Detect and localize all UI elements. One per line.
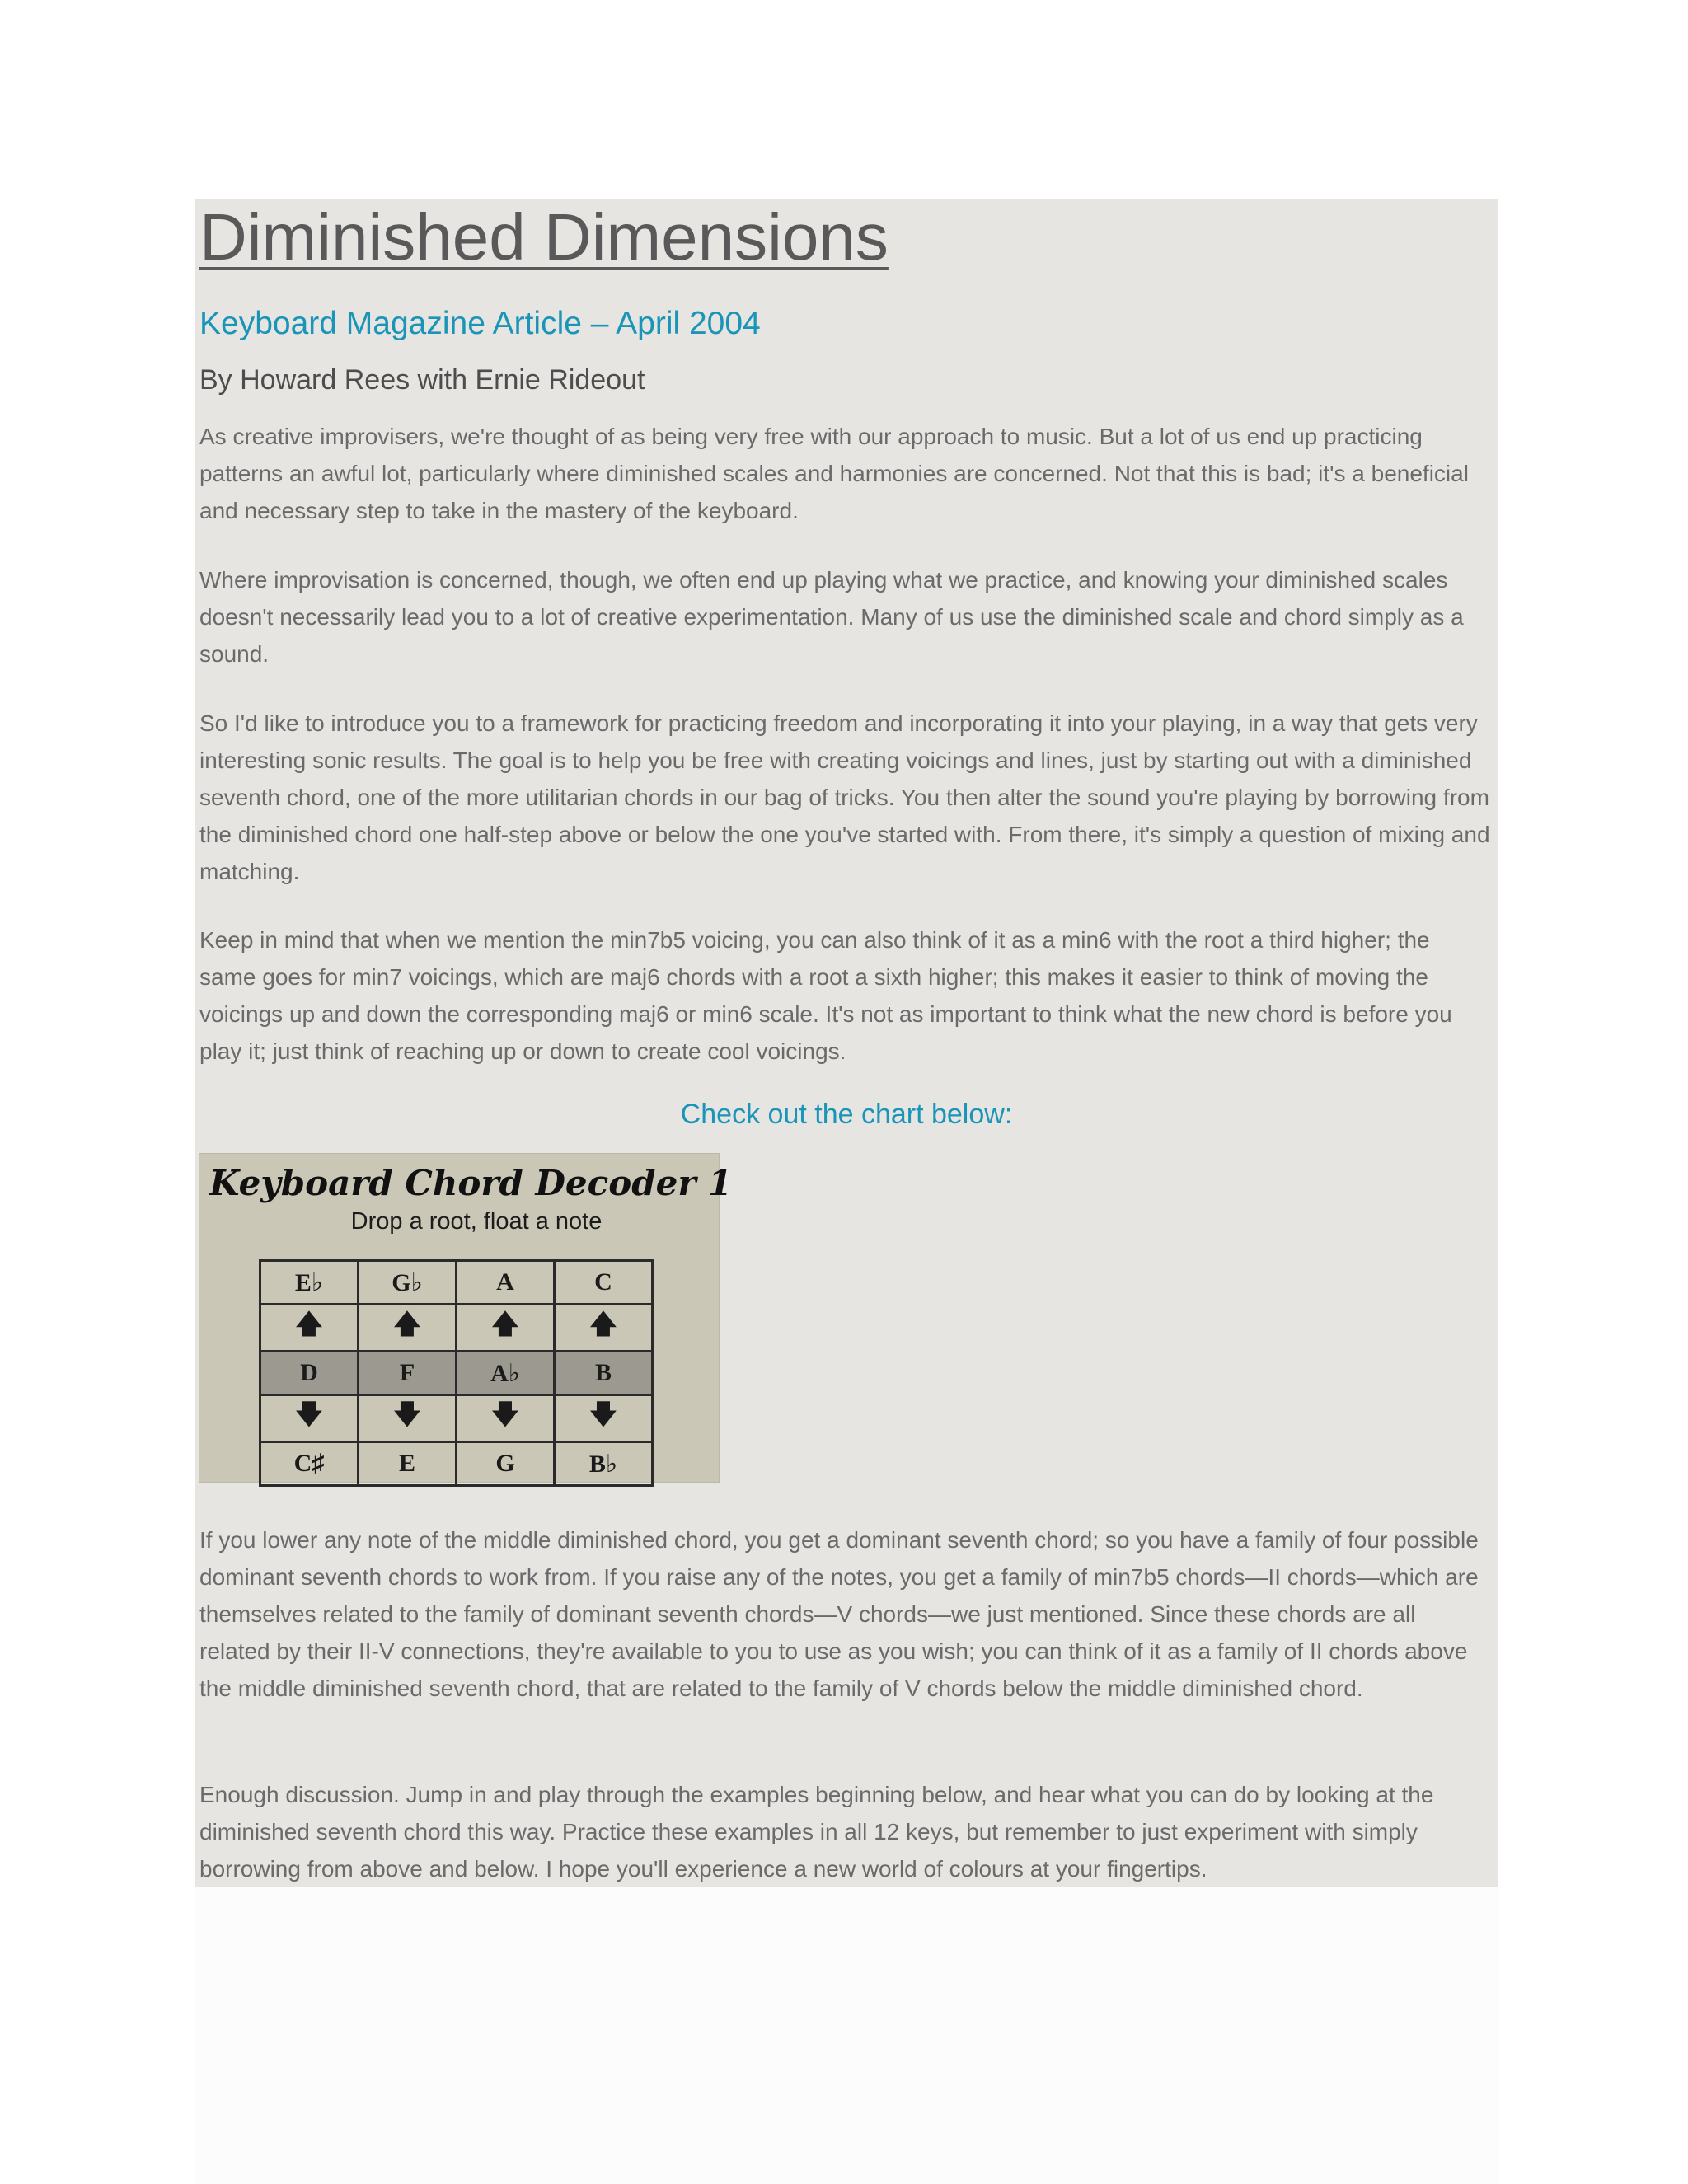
paragraph-5: If you lower any note of the middle diminished chord, you get a dominant seventh chord; so you have a family of four possible dominant seventh chords to work from. If you raise any of the notes, you get a family of min7b5 chords—II chords—which are themselves related to the family of dominant seventh chords—V chords—we just mentioned. Since these chords are all related by their II-V connections, they're available to you to use as you wish; you can think of it as a family of II chords above the middle diminished seventh chord, that are related to the family of V chords below the middle diminished chord.: [199, 1527, 1479, 1701]
down-arrow-icon: 🡇: [260, 1395, 359, 1442]
grid-cell: C: [555, 1261, 653, 1305]
grid-cell: E: [359, 1442, 457, 1486]
grid-row-upper: [260, 1261, 653, 1305]
up-arrow-icon: 🡅: [359, 1305, 457, 1352]
grid-row-down-arrows: [260, 1395, 653, 1442]
up-arrow-icon: 🡅: [555, 1305, 653, 1352]
grid-cell: G: [457, 1442, 555, 1486]
down-arrow-icon: 🡇: [555, 1395, 653, 1442]
grid-cell: B♭: [555, 1442, 653, 1486]
grid-cell: F: [359, 1352, 457, 1395]
chord-decoder-subtitle: Drop a root, float a note: [350, 1208, 603, 1235]
paragraph-1: As creative improvisers, we're thought of as being very free with our approach to music. But a lot of us end up practicing patterns an awful lot, particularly where diminished scales and harmonies are concerned. Not that this is bad; it's a beneficial and necessary step to take in the mastery of the keyboard.: [199, 424, 1469, 523]
grid-cell: B: [555, 1352, 653, 1395]
grid-cell: A♭: [457, 1352, 555, 1395]
grid-cell: G♭: [359, 1261, 457, 1305]
grid-row-middle: [260, 1352, 653, 1395]
grid-cell: D: [260, 1352, 359, 1395]
article-byline: By Howard Rees with Ernie Rideout: [199, 364, 645, 396]
paragraph-3: So I'd like to introduce you to a framework for practicing freedom and incorporating it into your playing, in a way that gets very interesting sonic results. The goal is to help you be free with creating voicings and lines, just by starting out with a diminished seventh chord, one of the more utilitarian chords in our bag of tricks. You then alter the sound you're playing by borrowing from the diminished chord one half-step above or below the one you've started with. From there, it's simply a question of mixing and matching.: [199, 710, 1490, 884]
article-title[interactable]: Diminished Dimensions: [199, 200, 889, 274]
article-subtitle: Keyboard Magazine Article – April 2004: [199, 306, 761, 341]
grid-cell: A: [457, 1261, 555, 1305]
up-arrow-icon: 🡅: [260, 1305, 359, 1352]
paragraph-2: Where improvisation is concerned, though, we often end up playing what we practice, and knowing your diminished scales doesn't necessarily lead you to a lot of creative experimentation. Many of us use the diminished scale and chord simply as a sound.: [199, 567, 1464, 667]
paragraph-4: Keep in mind that when we mention the min7b5 voicing, you can also think of it as a min6 with the root a third higher; the same goes for min7 voicings, which are maj6 chords with a root a sixth higher; this makes it easier to think of moving the voicings up and down the corresponding maj6 or min6 scale. It's not as important to think what the new chord is before you play it; just think of reaching up or down to create cool voicings.: [199, 927, 1452, 1064]
down-arrow-icon: 🡇: [359, 1395, 457, 1442]
chord-decoder-title: Keyboard Chord Decoder 1: [209, 1163, 733, 1203]
grid-row-lower: [260, 1442, 653, 1486]
page-background-lower: [195, 1887, 1498, 2184]
paragraph-6: Enough discussion. Jump in and play through the examples beginning below, and hear what you can do by looking at the diminished seventh chord this way. Practice these examples in all 12 keys, but remember to just experiment with simply borrowing from above and below. I hope you'll experience a new world of colours at your fingertips.: [199, 1782, 1434, 1882]
grid-cell: E♭: [260, 1261, 359, 1305]
chord-decoder-chart: [199, 1153, 733, 1483]
down-arrow-icon: 🡇: [457, 1395, 555, 1442]
chord-decoder-grid: [259, 1259, 654, 1487]
grid-cell: C♯: [260, 1442, 359, 1486]
chart-callout: Check out the chart below:: [680, 1099, 1013, 1130]
up-arrow-icon: 🡅: [457, 1305, 555, 1352]
grid-row-up-arrows: [260, 1305, 653, 1352]
